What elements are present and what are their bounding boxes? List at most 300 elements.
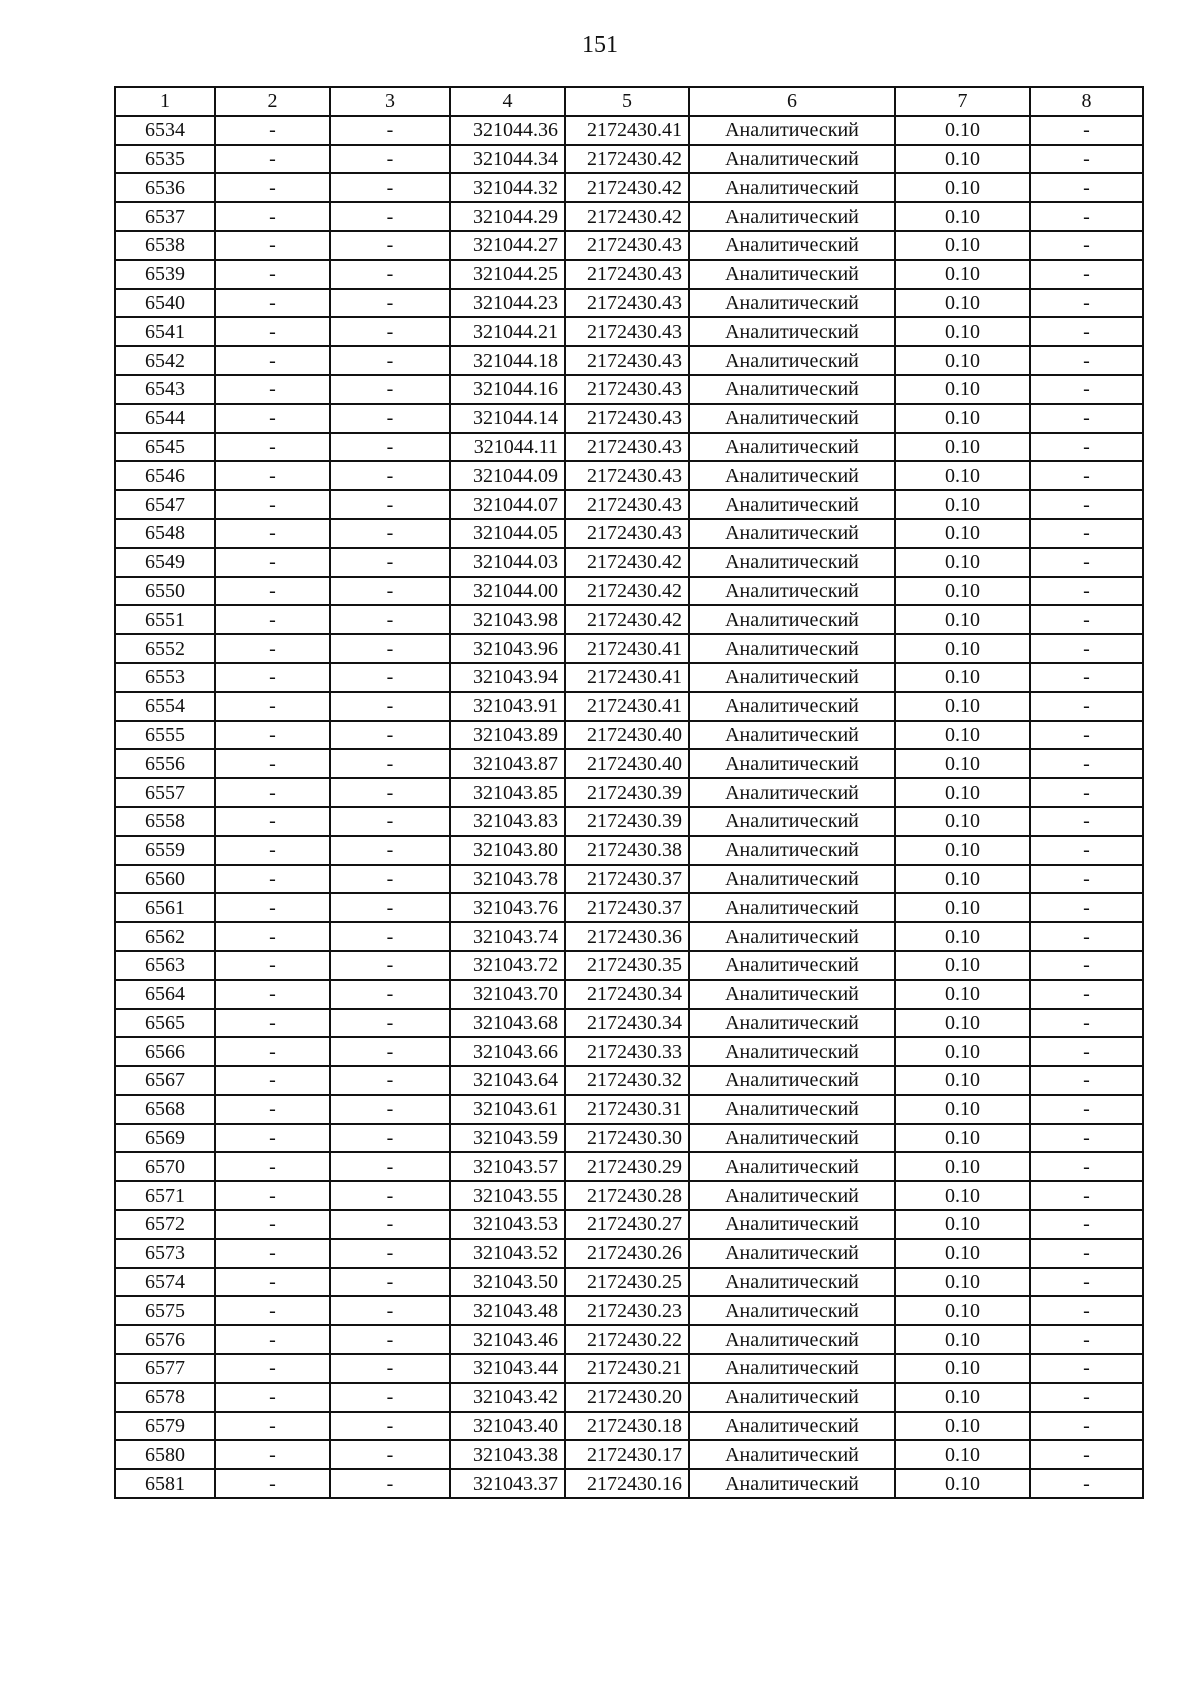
method-cell: Аналитический [689,1009,895,1038]
point-number-cell: 6575 [115,1296,215,1325]
accuracy-cell: 0.10 [895,1181,1030,1210]
y-coordinate-cell: 2172430.33 [565,1037,689,1066]
method-cell: Аналитический [689,1181,895,1210]
y-coordinate-cell: 2172430.34 [565,1009,689,1038]
table-row [115,317,1143,346]
col8-cell: - [1030,1181,1143,1210]
col8-cell: - [1030,1440,1143,1469]
y-coordinate-cell: 2172430.41 [565,692,689,721]
col3-cell: - [330,317,450,346]
col8-cell: - [1030,865,1143,894]
col2-cell: - [215,577,330,606]
method-cell: Аналитический [689,1296,895,1325]
method-cell: Аналитический [689,778,895,807]
col8-cell: - [1030,1296,1143,1325]
y-coordinate-cell: 2172430.25 [565,1268,689,1297]
col2-cell: - [215,1152,330,1181]
table-row [115,433,1143,462]
col3-cell: - [330,778,450,807]
accuracy-cell: 0.10 [895,260,1030,289]
accuracy-cell: 0.10 [895,1124,1030,1153]
y-coordinate-cell: 2172430.37 [565,893,689,922]
method-cell: Аналитический [689,1210,895,1239]
table-row [115,1268,1143,1297]
column-header: 7 [895,87,1030,116]
col2-cell: - [215,433,330,462]
col8-cell: - [1030,1469,1143,1498]
accuracy-cell: 0.10 [895,951,1030,980]
col2-cell: - [215,922,330,951]
col3-cell: - [330,375,450,404]
col2-cell: - [215,865,330,894]
col3-cell: - [330,951,450,980]
accuracy-cell: 0.10 [895,433,1030,462]
col8-cell: - [1030,1095,1143,1124]
col2-cell: - [215,634,330,663]
col2-cell: - [215,980,330,1009]
table-row [115,1181,1143,1210]
x-coordinate-cell: 321044.23 [450,289,565,318]
table-row [115,1095,1143,1124]
table-row [115,1124,1143,1153]
col3-cell: - [330,1354,450,1383]
accuracy-cell: 0.10 [895,231,1030,260]
y-coordinate-cell: 2172430.43 [565,519,689,548]
table-row [115,605,1143,634]
col3-cell: - [330,289,450,318]
col3-cell: - [330,231,450,260]
col8-cell: - [1030,490,1143,519]
col2-cell: - [215,1383,330,1412]
accuracy-cell: 0.10 [895,1296,1030,1325]
col2-cell: - [215,519,330,548]
col2-cell: - [215,1239,330,1268]
method-cell: Аналитический [689,548,895,577]
accuracy-cell: 0.10 [895,922,1030,951]
point-number-cell: 6557 [115,778,215,807]
x-coordinate-cell: 321044.34 [450,145,565,174]
column-header: 3 [330,87,450,116]
point-number-cell: 6568 [115,1095,215,1124]
accuracy-cell: 0.10 [895,1210,1030,1239]
col3-cell: - [330,1210,450,1239]
col8-cell: - [1030,519,1143,548]
col3-cell: - [330,807,450,836]
col3-cell: - [330,1440,450,1469]
point-number-cell: 6565 [115,1009,215,1038]
x-coordinate-cell: 321044.07 [450,490,565,519]
point-number-cell: 6545 [115,433,215,462]
col3-cell: - [330,1066,450,1095]
col8-cell: - [1030,1383,1143,1412]
table-row [115,865,1143,894]
method-cell: Аналитический [689,951,895,980]
col2-cell: - [215,951,330,980]
coordinates-table [114,86,1144,1499]
column-header: 2 [215,87,330,116]
col3-cell: - [330,922,450,951]
table-row [115,1440,1143,1469]
col2-cell: - [215,173,330,202]
x-coordinate-cell: 321043.89 [450,721,565,750]
col8-cell: - [1030,1037,1143,1066]
x-coordinate-cell: 321043.91 [450,692,565,721]
accuracy-cell: 0.10 [895,1095,1030,1124]
col8-cell: - [1030,289,1143,318]
table-row [115,1066,1143,1095]
x-coordinate-cell: 321043.94 [450,663,565,692]
x-coordinate-cell: 321043.64 [450,1066,565,1095]
column-header: 1 [115,87,215,116]
table-row [115,577,1143,606]
table-row [115,173,1143,202]
point-number-cell: 6555 [115,721,215,750]
col8-cell: - [1030,1239,1143,1268]
col3-cell: - [330,490,450,519]
y-coordinate-cell: 2172430.38 [565,836,689,865]
x-coordinate-cell: 321044.11 [450,433,565,462]
col2-cell: - [215,807,330,836]
table-row [115,1239,1143,1268]
point-number-cell: 6558 [115,807,215,836]
table-row [115,260,1143,289]
accuracy-cell: 0.10 [895,721,1030,750]
y-coordinate-cell: 2172430.43 [565,404,689,433]
col8-cell: - [1030,346,1143,375]
method-cell: Аналитический [689,1124,895,1153]
col8-cell: - [1030,1066,1143,1095]
y-coordinate-cell: 2172430.16 [565,1469,689,1498]
col2-cell: - [215,1066,330,1095]
col3-cell: - [330,1037,450,1066]
point-number-cell: 6537 [115,202,215,231]
col2-cell: - [215,317,330,346]
y-coordinate-cell: 2172430.37 [565,865,689,894]
col2-cell: - [215,404,330,433]
method-cell: Аналитический [689,404,895,433]
table-row [115,289,1143,318]
table-row [115,404,1143,433]
point-number-cell: 6536 [115,173,215,202]
col8-cell: - [1030,778,1143,807]
col8-cell: - [1030,433,1143,462]
x-coordinate-cell: 321043.87 [450,749,565,778]
point-number-cell: 6562 [115,922,215,951]
accuracy-cell: 0.10 [895,519,1030,548]
accuracy-cell: 0.10 [895,663,1030,692]
method-cell: Аналитический [689,1412,895,1441]
col3-cell: - [330,663,450,692]
accuracy-cell: 0.10 [895,749,1030,778]
col8-cell: - [1030,721,1143,750]
col2-cell: - [215,260,330,289]
col2-cell: - [215,289,330,318]
col8-cell: - [1030,749,1143,778]
x-coordinate-cell: 321043.55 [450,1181,565,1210]
col3-cell: - [330,605,450,634]
table-row [115,145,1143,174]
col3-cell: - [330,116,450,145]
x-coordinate-cell: 321043.53 [450,1210,565,1239]
method-cell: Аналитический [689,1239,895,1268]
method-cell: Аналитический [689,1095,895,1124]
table-row [115,1383,1143,1412]
accuracy-cell: 0.10 [895,1440,1030,1469]
table-row [115,778,1143,807]
y-coordinate-cell: 2172430.41 [565,634,689,663]
y-coordinate-cell: 2172430.22 [565,1325,689,1354]
point-number-cell: 6564 [115,980,215,1009]
y-coordinate-cell: 2172430.42 [565,145,689,174]
y-coordinate-cell: 2172430.43 [565,375,689,404]
x-coordinate-cell: 321043.46 [450,1325,565,1354]
col2-cell: - [215,346,330,375]
col2-cell: - [215,1325,330,1354]
accuracy-cell: 0.10 [895,577,1030,606]
column-header: 5 [565,87,689,116]
col3-cell: - [330,1412,450,1441]
accuracy-cell: 0.10 [895,145,1030,174]
x-coordinate-cell: 321043.50 [450,1268,565,1297]
y-coordinate-cell: 2172430.32 [565,1066,689,1095]
x-coordinate-cell: 321044.16 [450,375,565,404]
y-coordinate-cell: 2172430.29 [565,1152,689,1181]
col2-cell: - [215,836,330,865]
table-row [115,231,1143,260]
x-coordinate-cell: 321043.57 [450,1152,565,1181]
y-coordinate-cell: 2172430.41 [565,116,689,145]
point-number-cell: 6540 [115,289,215,318]
y-coordinate-cell: 2172430.40 [565,721,689,750]
accuracy-cell: 0.10 [895,980,1030,1009]
x-coordinate-cell: 321043.44 [450,1354,565,1383]
y-coordinate-cell: 2172430.35 [565,951,689,980]
accuracy-cell: 0.10 [895,346,1030,375]
col3-cell: - [330,1469,450,1498]
point-number-cell: 6561 [115,893,215,922]
x-coordinate-cell: 321043.37 [450,1469,565,1498]
method-cell: Аналитический [689,116,895,145]
col8-cell: - [1030,1412,1143,1441]
accuracy-cell: 0.10 [895,1383,1030,1412]
table-row [115,548,1143,577]
method-cell: Аналитический [689,173,895,202]
y-coordinate-cell: 2172430.43 [565,317,689,346]
point-number-cell: 6570 [115,1152,215,1181]
col8-cell: - [1030,1268,1143,1297]
method-cell: Аналитический [689,1268,895,1297]
col8-cell: - [1030,577,1143,606]
col3-cell: - [330,634,450,663]
point-number-cell: 6560 [115,865,215,894]
method-cell: Аналитический [689,346,895,375]
method-cell: Аналитический [689,634,895,663]
y-coordinate-cell: 2172430.43 [565,461,689,490]
table-row [115,749,1143,778]
column-header: 8 [1030,87,1143,116]
point-number-cell: 6551 [115,605,215,634]
y-coordinate-cell: 2172430.42 [565,202,689,231]
col2-cell: - [215,1354,330,1383]
y-coordinate-cell: 2172430.39 [565,778,689,807]
point-number-cell: 6543 [115,375,215,404]
col8-cell: - [1030,1354,1143,1383]
accuracy-cell: 0.10 [895,548,1030,577]
table-row [115,346,1143,375]
x-coordinate-cell: 321043.70 [450,980,565,1009]
table-row [115,202,1143,231]
y-coordinate-cell: 2172430.26 [565,1239,689,1268]
accuracy-cell: 0.10 [895,1152,1030,1181]
point-number-cell: 6580 [115,1440,215,1469]
x-coordinate-cell: 321044.36 [450,116,565,145]
point-number-cell: 6552 [115,634,215,663]
table-row [115,980,1143,1009]
y-coordinate-cell: 2172430.40 [565,749,689,778]
table-row [115,922,1143,951]
method-cell: Аналитический [689,289,895,318]
x-coordinate-cell: 321044.18 [450,346,565,375]
point-number-cell: 6539 [115,260,215,289]
col2-cell: - [215,1412,330,1441]
table-row [115,461,1143,490]
method-cell: Аналитический [689,865,895,894]
y-coordinate-cell: 2172430.43 [565,231,689,260]
col2-cell: - [215,1037,330,1066]
col2-cell: - [215,1095,330,1124]
accuracy-cell: 0.10 [895,375,1030,404]
col8-cell: - [1030,1009,1143,1038]
y-coordinate-cell: 2172430.28 [565,1181,689,1210]
table-row [115,1009,1143,1038]
method-cell: Аналитический [689,519,895,548]
point-number-cell: 6550 [115,577,215,606]
col8-cell: - [1030,173,1143,202]
x-coordinate-cell: 321043.76 [450,893,565,922]
col8-cell: - [1030,116,1143,145]
accuracy-cell: 0.10 [895,778,1030,807]
method-cell: Аналитический [689,1152,895,1181]
x-coordinate-cell: 321043.85 [450,778,565,807]
y-coordinate-cell: 2172430.20 [565,1383,689,1412]
col3-cell: - [330,1009,450,1038]
col3-cell: - [330,519,450,548]
col8-cell: - [1030,145,1143,174]
accuracy-cell: 0.10 [895,1037,1030,1066]
accuracy-cell: 0.10 [895,173,1030,202]
x-coordinate-cell: 321044.21 [450,317,565,346]
x-coordinate-cell: 321043.74 [450,922,565,951]
col2-cell: - [215,490,330,519]
accuracy-cell: 0.10 [895,404,1030,433]
x-coordinate-cell: 321044.03 [450,548,565,577]
accuracy-cell: 0.10 [895,1354,1030,1383]
x-coordinate-cell: 321043.83 [450,807,565,836]
table-row [115,375,1143,404]
method-cell: Аналитический [689,1066,895,1095]
table-row [115,692,1143,721]
point-number-cell: 6571 [115,1181,215,1210]
col8-cell: - [1030,663,1143,692]
point-number-cell: 6574 [115,1268,215,1297]
point-number-cell: 6546 [115,461,215,490]
method-cell: Аналитический [689,202,895,231]
column-header: 4 [450,87,565,116]
table-row [115,721,1143,750]
col8-cell: - [1030,807,1143,836]
col3-cell: - [330,1152,450,1181]
point-number-cell: 6549 [115,548,215,577]
col8-cell: - [1030,980,1143,1009]
table-row [115,519,1143,548]
accuracy-cell: 0.10 [895,893,1030,922]
y-coordinate-cell: 2172430.42 [565,173,689,202]
col3-cell: - [330,346,450,375]
table-row [115,1037,1143,1066]
col2-cell: - [215,749,330,778]
method-cell: Аналитический [689,749,895,778]
col2-cell: - [215,1124,330,1153]
col3-cell: - [330,893,450,922]
table-row [115,1210,1143,1239]
x-coordinate-cell: 321043.48 [450,1296,565,1325]
col2-cell: - [215,1181,330,1210]
x-coordinate-cell: 321043.52 [450,1239,565,1268]
accuracy-cell: 0.10 [895,807,1030,836]
method-cell: Аналитический [689,807,895,836]
col8-cell: - [1030,692,1143,721]
accuracy-cell: 0.10 [895,490,1030,519]
col2-cell: - [215,1296,330,1325]
accuracy-cell: 0.10 [895,1009,1030,1038]
table-row [115,1412,1143,1441]
col2-cell: - [215,1210,330,1239]
accuracy-cell: 0.10 [895,461,1030,490]
accuracy-cell: 0.10 [895,1412,1030,1441]
x-coordinate-cell: 321043.66 [450,1037,565,1066]
table-body [115,116,1143,1498]
x-coordinate-cell: 321044.05 [450,519,565,548]
col3-cell: - [330,202,450,231]
x-coordinate-cell: 321044.14 [450,404,565,433]
method-cell: Аналитический [689,836,895,865]
method-cell: Аналитический [689,317,895,346]
table-row [115,490,1143,519]
y-coordinate-cell: 2172430.31 [565,1095,689,1124]
col3-cell: - [330,1268,450,1297]
method-cell: Аналитический [689,375,895,404]
x-coordinate-cell: 321043.96 [450,634,565,663]
col3-cell: - [330,433,450,462]
x-coordinate-cell: 321044.00 [450,577,565,606]
method-cell: Аналитический [689,433,895,462]
col3-cell: - [330,1296,450,1325]
table-row [115,1152,1143,1181]
point-number-cell: 6554 [115,692,215,721]
y-coordinate-cell: 2172430.27 [565,1210,689,1239]
col8-cell: - [1030,231,1143,260]
col2-cell: - [215,116,330,145]
col3-cell: - [330,1239,450,1268]
accuracy-cell: 0.10 [895,289,1030,318]
col2-cell: - [215,231,330,260]
x-coordinate-cell: 321044.27 [450,231,565,260]
accuracy-cell: 0.10 [895,1469,1030,1498]
x-coordinate-cell: 321044.25 [450,260,565,289]
page-number: 151 [582,32,618,58]
col8-cell: - [1030,922,1143,951]
col8-cell: - [1030,260,1143,289]
